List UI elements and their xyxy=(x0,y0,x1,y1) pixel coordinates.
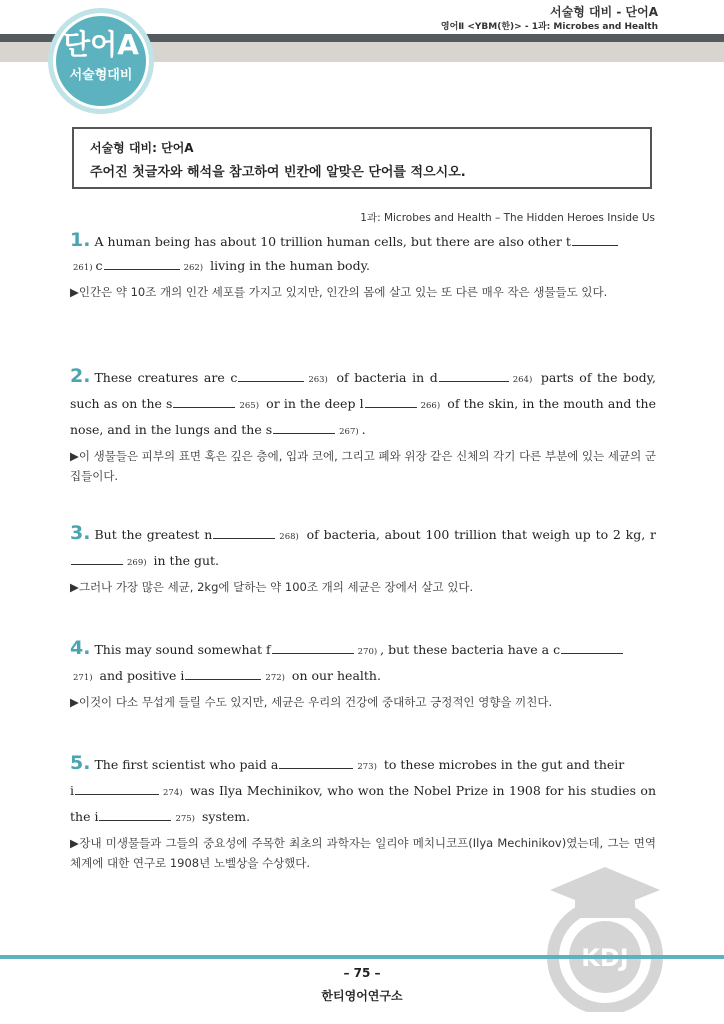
translation: ▶이것이 다소 무섭게 들릴 수도 있지만, 세균은 우리의 건강에 중대하고 긍정적인 영향을 끼친다. xyxy=(70,695,553,709)
blank-ref: 263) xyxy=(308,375,328,385)
sentence-segment: A human being has about 10 trillion human cells, but there are also other xyxy=(94,234,566,249)
question-sentence xyxy=(70,636,656,690)
sentence-segment: This may sound somewhat xyxy=(94,642,266,657)
question-1 xyxy=(70,228,656,302)
blank-ref: 273) xyxy=(357,762,377,772)
answer-blank[interactable] xyxy=(561,639,623,654)
sentence-segment: of bacteria, about 100 trillion that weigh up to 2 kg, xyxy=(301,527,651,542)
blank-ref: 269) xyxy=(127,558,147,568)
blank-letter: f xyxy=(265,642,271,657)
answer-blank[interactable] xyxy=(238,367,304,382)
answer-blank[interactable] xyxy=(272,639,354,654)
badge-subtitle: 서술형대비 xyxy=(69,68,133,83)
sentence-segment: , but these bacteria have a xyxy=(380,642,554,657)
translation: ▶인간은 약 10조 개의 인간 세포를 가지고 있지만, 인간의 몸에 살고 있는 또 다른 매우 작은 생물들도 있다. xyxy=(70,285,608,299)
blank-letter: t xyxy=(565,234,571,249)
blank-letter: c xyxy=(553,642,561,657)
sentence-segment: The first scientist who paid xyxy=(94,757,271,772)
blank-letter: c xyxy=(95,258,103,273)
sentence-segment: to these microbes in the gut and their xyxy=(379,757,625,772)
blank-ref: 261) xyxy=(73,263,93,273)
sentence-segment: in the gut. xyxy=(149,553,220,568)
blank-letter: i xyxy=(180,668,185,683)
answer-blank[interactable] xyxy=(279,754,353,769)
sentence-segment: and positive xyxy=(95,668,181,683)
sentence-segment: on our health. xyxy=(287,668,381,683)
question-3 xyxy=(70,521,656,597)
footer-line xyxy=(0,955,724,959)
lesson-title: 1과: Microbes and Health – The Hidden Heroes Inside Us xyxy=(360,212,655,224)
sentence-segment: or in the deep xyxy=(262,396,360,411)
sentence-segment: But the greatest xyxy=(94,527,205,542)
question-sentence xyxy=(70,364,656,444)
sentence-segment: system. xyxy=(198,809,251,824)
blank-letter: i xyxy=(70,783,74,798)
answer-blank[interactable] xyxy=(104,255,180,270)
header-title: 서술형 대비 - 단어A xyxy=(550,5,658,19)
question-5 xyxy=(70,751,656,873)
translation: ▶이 생물들은 피부의 표면 혹은 깊은 층에, 입과 코에, 그리고 폐와 위장 같은 신체의 각기 다른 부분에 있는 세균의 군집들이다. xyxy=(70,449,656,483)
blank-letter: i xyxy=(94,809,99,824)
answer-blank[interactable] xyxy=(173,393,235,408)
answer-blank[interactable] xyxy=(572,231,618,246)
sentence-segment: was Ilya Mechinikov, who won the Nobel Prize in 1908 for his studies on the xyxy=(70,783,656,824)
blank-ref: 262) xyxy=(183,263,204,273)
answer-blank[interactable] xyxy=(365,393,417,408)
footer-organization: 한티영어연구소 xyxy=(321,989,403,1003)
blank-ref: 265) xyxy=(239,401,260,411)
blank-letter: r xyxy=(650,527,656,542)
answer-blank[interactable] xyxy=(71,550,123,565)
blank-ref: 270) xyxy=(357,647,378,657)
blank-ref: 271) xyxy=(73,673,93,683)
answer-blank[interactable] xyxy=(273,419,335,434)
blank-ref: 274) xyxy=(163,788,183,798)
question-2 xyxy=(70,364,656,486)
sentence-segment: . xyxy=(361,422,366,437)
blank-letter: d xyxy=(429,370,438,385)
question-number: 1. xyxy=(70,229,91,251)
question-number: 3. xyxy=(70,522,91,544)
instruction-box xyxy=(72,127,652,189)
badge-title: 단어A xyxy=(63,28,139,61)
blank-ref: 266) xyxy=(420,401,441,411)
translation: ▶장내 미생물들과 그들의 중요성에 주목한 최초의 과학자는 일리야 메치니코프(Ilya Mechinikov)였는데, 그는 면역 체계에 대한 연구로 1908년 노벨상을 수상했다. xyxy=(70,836,656,870)
blank-letter: l xyxy=(359,396,364,411)
answer-blank[interactable] xyxy=(185,665,261,680)
sentence-segment: of bacteria in xyxy=(330,370,430,385)
answer-blank[interactable] xyxy=(213,524,275,539)
sentence-segment: These creatures are xyxy=(94,370,231,385)
answer-blank[interactable] xyxy=(99,806,171,821)
blank-letter: c xyxy=(230,370,238,385)
page-number: – 75 – xyxy=(343,966,381,980)
question-4 xyxy=(70,636,656,712)
instruction-heading: 서술형 대비: 단어A xyxy=(90,141,194,155)
question-number: 5. xyxy=(70,752,91,774)
answer-blank[interactable] xyxy=(75,780,159,795)
sentence-segment: parts of the body, such as on the xyxy=(70,370,656,411)
instruction-text: 주어진 첫글자와 해석을 참고하여 빈칸에 알맞은 단어를 적으시오. xyxy=(90,165,466,180)
translation: ▶그러나 가장 많은 세균, 2kg에 달하는 약 100조 개의 세균은 장에서 살고 있다. xyxy=(70,580,474,594)
header-subtitle: 영어Ⅱ <YBM(한)> - 1과: Microbes and Health xyxy=(440,22,658,32)
sentence-segment: of the skin, in the mouth and the nose, and in the lungs and the xyxy=(70,396,657,437)
blank-ref: 264) xyxy=(512,375,533,385)
sentence-segment: living in the human body. xyxy=(206,258,370,273)
blank-ref: 275) xyxy=(175,814,195,824)
question-sentence xyxy=(70,751,656,831)
blank-letter: n xyxy=(204,527,213,542)
blank-letter: s xyxy=(265,422,273,437)
blank-letter: a xyxy=(270,757,279,772)
question-number: 2. xyxy=(70,365,91,387)
answer-blank[interactable] xyxy=(439,367,509,382)
question-sentence xyxy=(70,521,656,575)
blank-ref: 267) xyxy=(339,427,359,437)
blank-letter: s xyxy=(166,396,173,411)
question-number: 4. xyxy=(70,637,91,659)
blank-ref: 272) xyxy=(265,673,285,683)
question-sentence xyxy=(70,228,656,280)
blank-ref: 268) xyxy=(279,532,299,542)
